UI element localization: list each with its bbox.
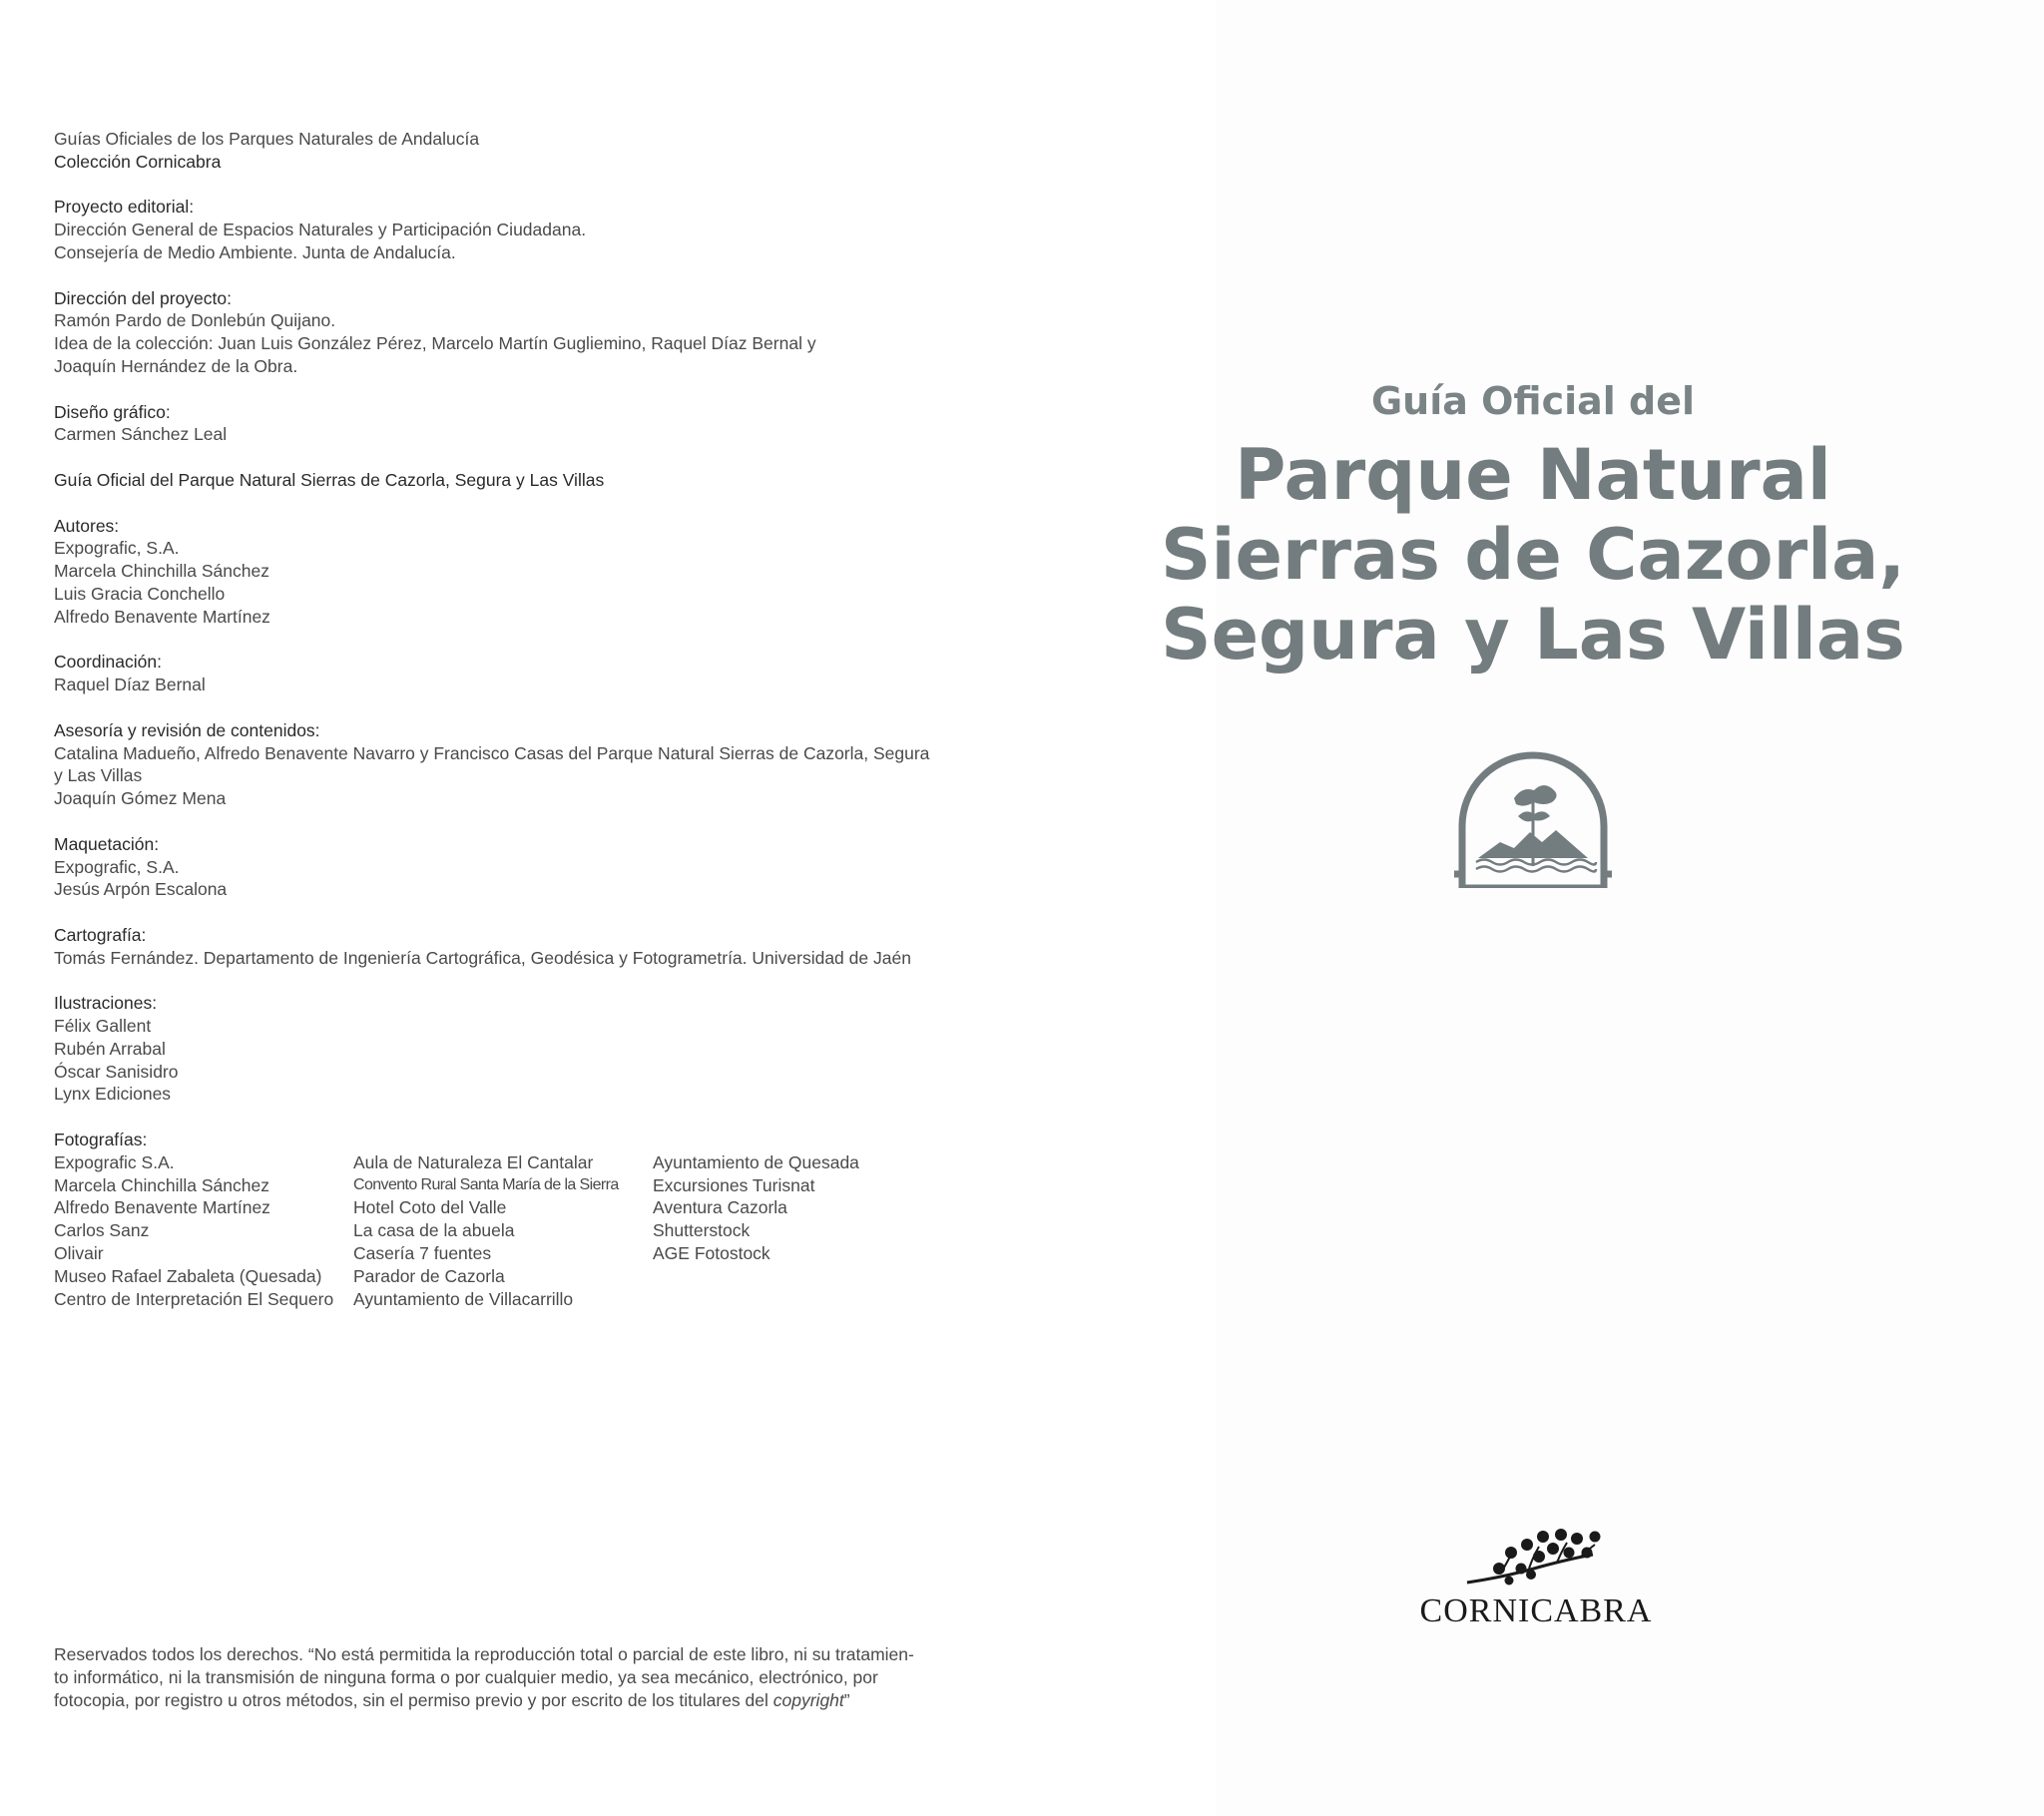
park-title-line: Sierras de Cazorla,	[1161, 514, 1905, 596]
copyright-line: to informático, ni la transmisión de ninguna forma o por cualquier medio, ya sea mecánico, electrónico, por	[54, 1666, 878, 1687]
direction-line: Joaquín Hernández de la Obra.	[54, 355, 298, 376]
photos-label: Fotografías:	[54, 1130, 148, 1150]
author-name: Marcela Chinchilla Sánchez	[54, 561, 269, 582]
authors-label: Autores:	[54, 515, 120, 536]
direction-line: Idea de la colección: Juan Luis González Pérez, Marcelo Martín Gugliemino, Raquel Díaz Bernal y	[54, 333, 816, 354]
advisory-line: Joaquín Gómez Mena	[54, 788, 227, 809]
editorial-line: Dirección General de Espacios Naturales y Participación Ciudadana.	[54, 220, 587, 240]
photo-credit: Aventura Cazorla	[653, 1197, 787, 1218]
author-name: Luis Gracia Conchello	[54, 583, 226, 604]
photo-credit: Excursiones Turisnat	[653, 1174, 815, 1195]
editorial-label: Proyecto editorial:	[54, 197, 195, 218]
photo-credit: Aula de Naturaleza El Cantalar	[353, 1151, 594, 1172]
layout-line: Jesús Arpón Escalona	[54, 879, 228, 900]
photo-credit: Ayuntamiento de Quesada	[653, 1151, 859, 1172]
copyright-line	[54, 1689, 952, 1712]
editorial-line: Consejería de Medio Ambiente. Junta de Andalucía.	[54, 241, 456, 262]
photo-credit: Marcela Chinchilla Sánchez	[54, 1174, 269, 1195]
guide-title: Guía Oficial del Parque Natural Sierras de Cazorla, Segura y Las Villas	[54, 469, 605, 490]
coordination-label: Coordinación:	[54, 652, 162, 673]
design-label: Diseño gráfico:	[54, 401, 171, 422]
advisory-line: Catalina Madueño, Alfredo Benavente Navarro y Francisco Casas del Parque Natural Sierras de Cazorla, Segura	[54, 742, 930, 763]
park-title-line: Parque Natural	[1235, 434, 1831, 516]
photo-credit: Casería 7 fuentes	[353, 1243, 492, 1264]
copyright-text: fotocopia, por registro u otros métodos, sin el permiso previo y por escrito de los titulares del	[54, 1689, 773, 1710]
park-emblem-icon	[1452, 746, 1614, 888]
cornicabra-brand: CORNICABRA	[1419, 1592, 1653, 1629]
photo-credit: Ayuntamiento de Villacarrillo	[353, 1288, 574, 1309]
photo-credit: Convento Rural Santa María de la Sierra	[353, 1175, 619, 1193]
direction-line: Ramón Pardo de Donlebún Quijano.	[54, 310, 336, 331]
photo-credit: Shutterstock	[653, 1220, 751, 1241]
layout-label: Maquetación:	[54, 833, 160, 854]
photo-credit: Centro de Interpretación El Sequero	[54, 1288, 334, 1309]
copyright-word: copyright	[772, 1689, 844, 1710]
guide-subtitle: Guía Oficial del	[1370, 379, 1696, 423]
photo-credit: Alfredo Benavente Martínez	[54, 1197, 270, 1218]
cartography-label: Cartografía:	[54, 924, 147, 945]
photo-credits	[54, 1151, 952, 1311]
illustrator-name: Lynx Ediciones	[54, 1084, 172, 1105]
direction-label: Dirección del proyecto:	[54, 287, 232, 308]
advisory-label: Asesoría y revisión de contenidos:	[54, 719, 320, 740]
author-name: Expografic, S.A.	[54, 538, 180, 559]
copyright-notice	[54, 1643, 952, 1711]
park-title-line: Segura y Las Villas	[1161, 594, 1905, 676]
layout-line: Expografic, S.A.	[54, 856, 180, 877]
photo-credits-column-3	[653, 1151, 952, 1311]
photo-credit: Carlos Sanz	[54, 1220, 150, 1241]
illustrator-name: Félix Gallent	[54, 1016, 152, 1037]
copyright-line: Reservados todos los derechos. “No está permitida la reproducción total o parcial de este libro, ni su tratamien-	[54, 1644, 914, 1664]
author-name: Alfredo Benavente Martínez	[54, 606, 270, 627]
illustrator-name: Rubén Arrabal	[54, 1038, 166, 1059]
credits-page	[54, 128, 952, 1310]
photo-credit: AGE Fotostock	[653, 1243, 770, 1264]
collection-name: Colección Cornicabra	[54, 151, 222, 172]
photo-credit: La casa de la abuela	[353, 1220, 515, 1241]
photo-credits-column-1	[54, 1151, 353, 1311]
cartography-line: Tomás Fernández. Departamento de Ingeniería Cartográfica, Geodésica y Fotogrametría. Universidad de Jaén	[54, 947, 911, 968]
illustrator-name: Óscar Sanisidro	[54, 1061, 179, 1082]
copyright-quote: ”	[843, 1689, 850, 1710]
photo-credit: Museo Rafael Zabaleta (Quesada)	[54, 1265, 322, 1286]
photo-credit: Hotel Coto del Valle	[353, 1197, 507, 1218]
photo-credit: Olivair	[54, 1243, 104, 1264]
photo-credit: Parador de Cazorla	[353, 1265, 505, 1286]
photo-credits-column-2	[353, 1151, 653, 1311]
park-title	[1098, 435, 1968, 675]
photo-credit: Expografic S.A.	[54, 1151, 175, 1172]
advisory-line: y Las Villas	[54, 765, 143, 786]
series-name: Guías Oficiales de los Parques Naturales de Andalucía	[54, 129, 480, 149]
coordination-line: Raquel Díaz Bernal	[54, 675, 206, 695]
illustrations-label: Ilustraciones:	[54, 993, 158, 1014]
design-line: Carmen Sánchez Leal	[54, 424, 228, 445]
